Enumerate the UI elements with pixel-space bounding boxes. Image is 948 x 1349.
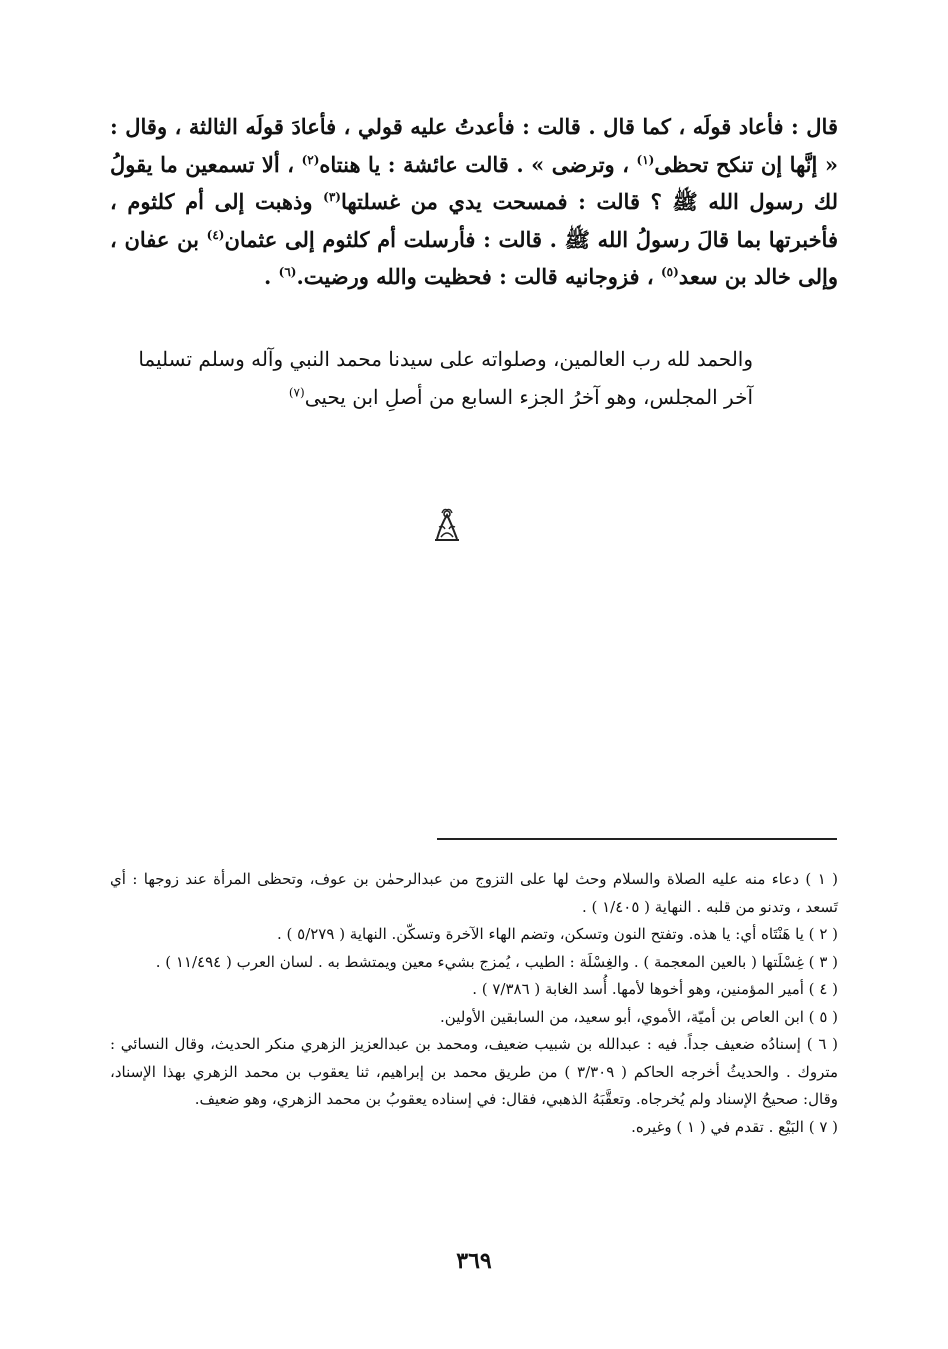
text-segment: ، فزوجانيه قالت : فحظيت والله ورضيت. xyxy=(296,264,654,289)
footnote-1: ( ١ ) دعاء منه عليه الصلاة والسلام وحث لها على التزوج من عبدالرحمٰن بن عوف، وتحظى المرأة عند زوجها : أي تَسعد ، وتدنو من قلبه . النهاية ( ١/٤٠٥ ) . xyxy=(110,870,839,916)
footnote-ref-2[interactable]: (٢) xyxy=(301,152,320,167)
end-ornament-icon xyxy=(431,507,463,541)
closing-line-2 xyxy=(110,378,753,416)
footnote-ref-6[interactable]: (٦) xyxy=(278,265,297,279)
footnote-2: ( ٢ ) يا هَنْتَاه أي: يا هذه. وتفتح النون وتسكن، وتضم الهاء الآخرة وتسكّن. النهاية ( ٥/٢٧٩ ) . xyxy=(276,925,838,943)
text-segment: ، ألا تسمعين ما يقولُ لك رسول الله ﷺ ؟ قالت : فمسحت يدي من غسلتها xyxy=(110,151,838,214)
footnote-ref-3[interactable]: (٣) xyxy=(323,190,341,204)
page-number: ٣٦٩ xyxy=(456,1248,492,1274)
text-segment: ، وترضى » . قالت عائشة : يا هنتاه xyxy=(319,151,629,177)
closing-text xyxy=(110,340,753,416)
text-segment: . xyxy=(264,264,272,289)
footnote-6: ( ٦ ) إسنادُه ضعيف جداً. فيه : عبدالله بن شبيب ضعيف، ومحمد بن عبدالعزيز الزهري منكر الحديث، وقال النسائي : متروك . والحديثُ أخرجه الحاكم ( ٣/٣٠٩ ) من طريق محمد بن إبراهيم، ثنا يعقوب بن محمد الزهري بهذا الإسناد، وقال: صحيحُ الإسناد ولم يُخرجاه. وتعقَّبَهُ الذهبي، فقال: في إسناده يعقوبُ بن محمد الزهري، وهو ضعيف. xyxy=(110,1035,838,1108)
footnote-ref-4[interactable]: (٤) xyxy=(206,227,225,242)
footnote-ref-5[interactable]: (٥) xyxy=(660,265,679,279)
text-segment: وذهبت إلى أم كلثوم ، فأخبرتها بما قالَ رسولُ الله ﷺ . قالت : فأرسلت أم كلثوم إلى عثمان xyxy=(110,189,838,252)
footnote-4: ( ٤ ) أمير المؤمنين، وهو أخوها لأمها. أُسد الغابة ( ٧/٣٨٦ ) . xyxy=(472,980,838,998)
footnote-ref-7[interactable]: (٧) xyxy=(288,385,305,400)
footnote-separator xyxy=(437,838,837,840)
footnotes xyxy=(110,866,838,1141)
footnote-ref-1[interactable]: (١) xyxy=(636,152,655,167)
closing-line-2-text: آخر المجلس، وهو آخرُ الجزء السابع من أصلِ ابن يحيى xyxy=(304,385,753,409)
text-segment: بن عفان ، وإلى خالد بن سعد xyxy=(110,226,838,289)
footnote-5: ( ٥ ) ابن العاص بن أميّة، الأموي، أبو سعيد، من السابقين الأولين. xyxy=(440,1007,838,1026)
text-segment: قال : فأعاد قولَه ، كما قال . قالت : فأعدتُ عليه قولي ، فأعادَ قولَه الثالثة ، وقال : « إنَّها إن تنكح تحظى xyxy=(110,114,839,177)
main-paragraph xyxy=(110,108,838,296)
closing-line-1: والحمد لله رب العالمين، وصلواته على سيدنا محمد النبي وآله وسلم تسليما xyxy=(138,347,753,371)
footnote-7: ( ٧ ) البَيْع . تقدم في ( ١ ) وغيره. xyxy=(631,1117,838,1136)
main-text xyxy=(110,108,838,296)
footnote-3: ( ٣ ) غِسْلَتها ( بالعين المعجمة ) . والغِسْلَة : الطيب ، يُمزج بشيء معين ويمتشط به . لسان العرب ( ١١/٤٩٤ ) . xyxy=(155,952,838,971)
